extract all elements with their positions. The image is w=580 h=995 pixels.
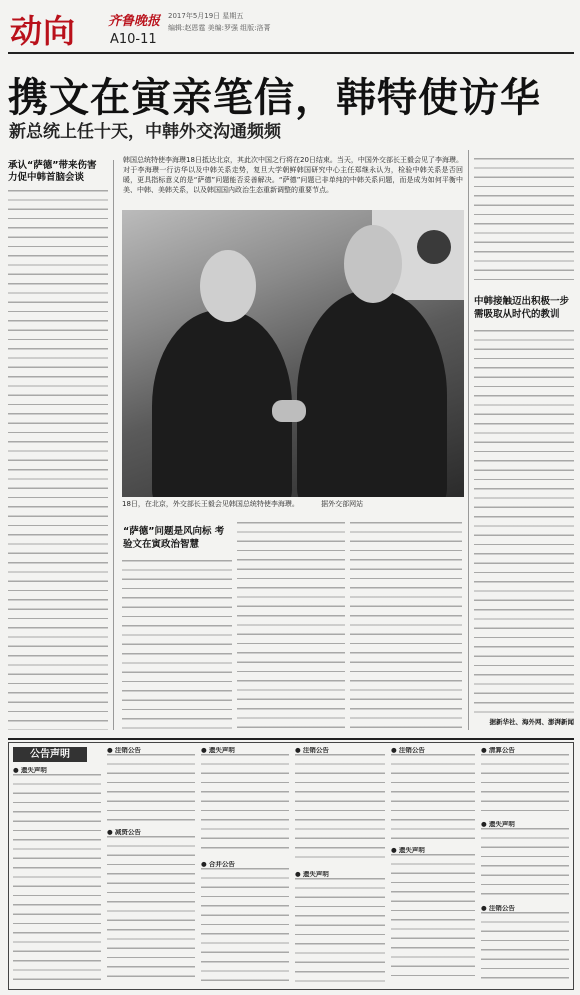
- notices-area: [8, 742, 574, 990]
- right-section-heading: 中韩接触迈出积极一步 需吸取从时代的教训: [474, 296, 570, 320]
- notice-8: [391, 747, 475, 843]
- notice-11-title: ● 遗失声明: [481, 821, 515, 828]
- notice-3-body: [107, 836, 195, 984]
- right-column-rule: [468, 150, 469, 730]
- notice-1-title: ● 遗失声明: [13, 767, 47, 774]
- notice-12: [481, 905, 569, 987]
- news-photo: [122, 210, 464, 497]
- notice-8-body: [391, 754, 475, 840]
- notice-1: [13, 767, 101, 987]
- notice-2-body: [107, 754, 195, 822]
- notice-10-title: ● 清算公告: [481, 747, 515, 754]
- middle-column-3: [350, 522, 462, 730]
- notice-6: [295, 747, 385, 867]
- notice-9-title: ● 遗失声明: [391, 847, 425, 854]
- notice-3-title: ● 减资公告: [107, 829, 141, 836]
- notice-4: [201, 747, 289, 857]
- notice-10: [481, 747, 569, 817]
- right-person: [297, 290, 447, 497]
- middle-column-1: [122, 560, 232, 730]
- notices-title: 公告声明: [13, 747, 87, 762]
- byline: 据新华社、海外网、澎湃新闻: [489, 718, 574, 726]
- notice-4-title: ● 遗失声明: [201, 747, 235, 754]
- left-person: [152, 310, 292, 497]
- notices-top-rule: [8, 738, 574, 740]
- middle-section-heading: “萨德”问题是风向标 考验文在寅政治智慧: [123, 526, 225, 550]
- right-body-text-bottom: [474, 330, 574, 715]
- notice-5-body: [201, 868, 289, 984]
- notice-11: [481, 821, 569, 901]
- right-person-face: [344, 225, 402, 303]
- notice-2: [107, 747, 195, 825]
- sub-headline: 新总统上任十天，中韩外交沟通频频: [9, 122, 281, 142]
- photo-caption: [122, 500, 464, 509]
- paper-name: 齐鲁晚报: [108, 14, 161, 29]
- section-title: 动向: [10, 12, 77, 50]
- handshake: [272, 400, 306, 422]
- left-person-face: [200, 250, 256, 322]
- notice-12-title: ● 注销公告: [481, 905, 515, 912]
- notice-7: [295, 871, 385, 987]
- notice-2-title: ● 注销公告: [107, 747, 141, 754]
- left-column: [8, 160, 108, 732]
- notice-12-body: [481, 912, 569, 984]
- notice-4-body: [201, 754, 289, 854]
- notice-10-body: [481, 754, 569, 814]
- notice-5-title: ● 合并公告: [201, 861, 235, 868]
- header-rule: [8, 52, 574, 54]
- notice-6-title: ● 注销公告: [295, 747, 329, 754]
- notice-11-body: [481, 828, 569, 898]
- flag-emblem-icon: [417, 230, 451, 264]
- lead-paragraph: 韩国总统特使李海瓒18日抵达北京，其此次中国之行将在20日结束。当天，中国外交部长王毅会见了李海瓒。对于李海瓒一行访华以及中韩关系走势，复旦大学朝鲜韩国研究中心主任郑继永认为，检验中韩关系是否回暖，更具指标意义的是“萨德”问题能否妥善解决。“萨德”问题已非单纯的中韩关系问题，而是成为如何平衡中美、中韩、美韩关系，以及韩国国内政治生态重新调整的重要节点。: [123, 156, 463, 194]
- left-section-heading: 承认“萨德”带来伤害 力促中韩首脑会谈: [8, 160, 97, 183]
- notice-9: [391, 847, 475, 987]
- notice-7-body: [295, 878, 385, 984]
- photo-credit: 据外交部网站: [321, 500, 364, 508]
- notice-3: [107, 829, 195, 987]
- left-column-rule: [113, 160, 114, 730]
- masthead: [8, 6, 574, 52]
- page-numbers: A10-11: [110, 32, 157, 47]
- middle-column-2: [237, 522, 345, 730]
- notice-1-body: [13, 774, 101, 984]
- notice-5: [201, 861, 289, 987]
- notice-9-body: [391, 854, 475, 984]
- date-line: 2017年5月19日 星期五: [168, 12, 244, 20]
- notice-7-title: ● 遗失声明: [295, 871, 329, 878]
- editors-line: 编辑:赵恩霆 美编:罗强 组版:洛菁: [168, 24, 271, 32]
- notice-6-body: [295, 754, 385, 864]
- main-headline: 携文在寅亲笔信，韩特使访华: [8, 75, 541, 121]
- photo-caption-text: 18日，在北京，外交部长王毅会见韩国总统特使李海瓒。: [122, 500, 299, 508]
- right-body-text-top: [474, 158, 574, 288]
- notice-8-title: ● 注销公告: [391, 747, 425, 754]
- left-body-text: [8, 190, 108, 730]
